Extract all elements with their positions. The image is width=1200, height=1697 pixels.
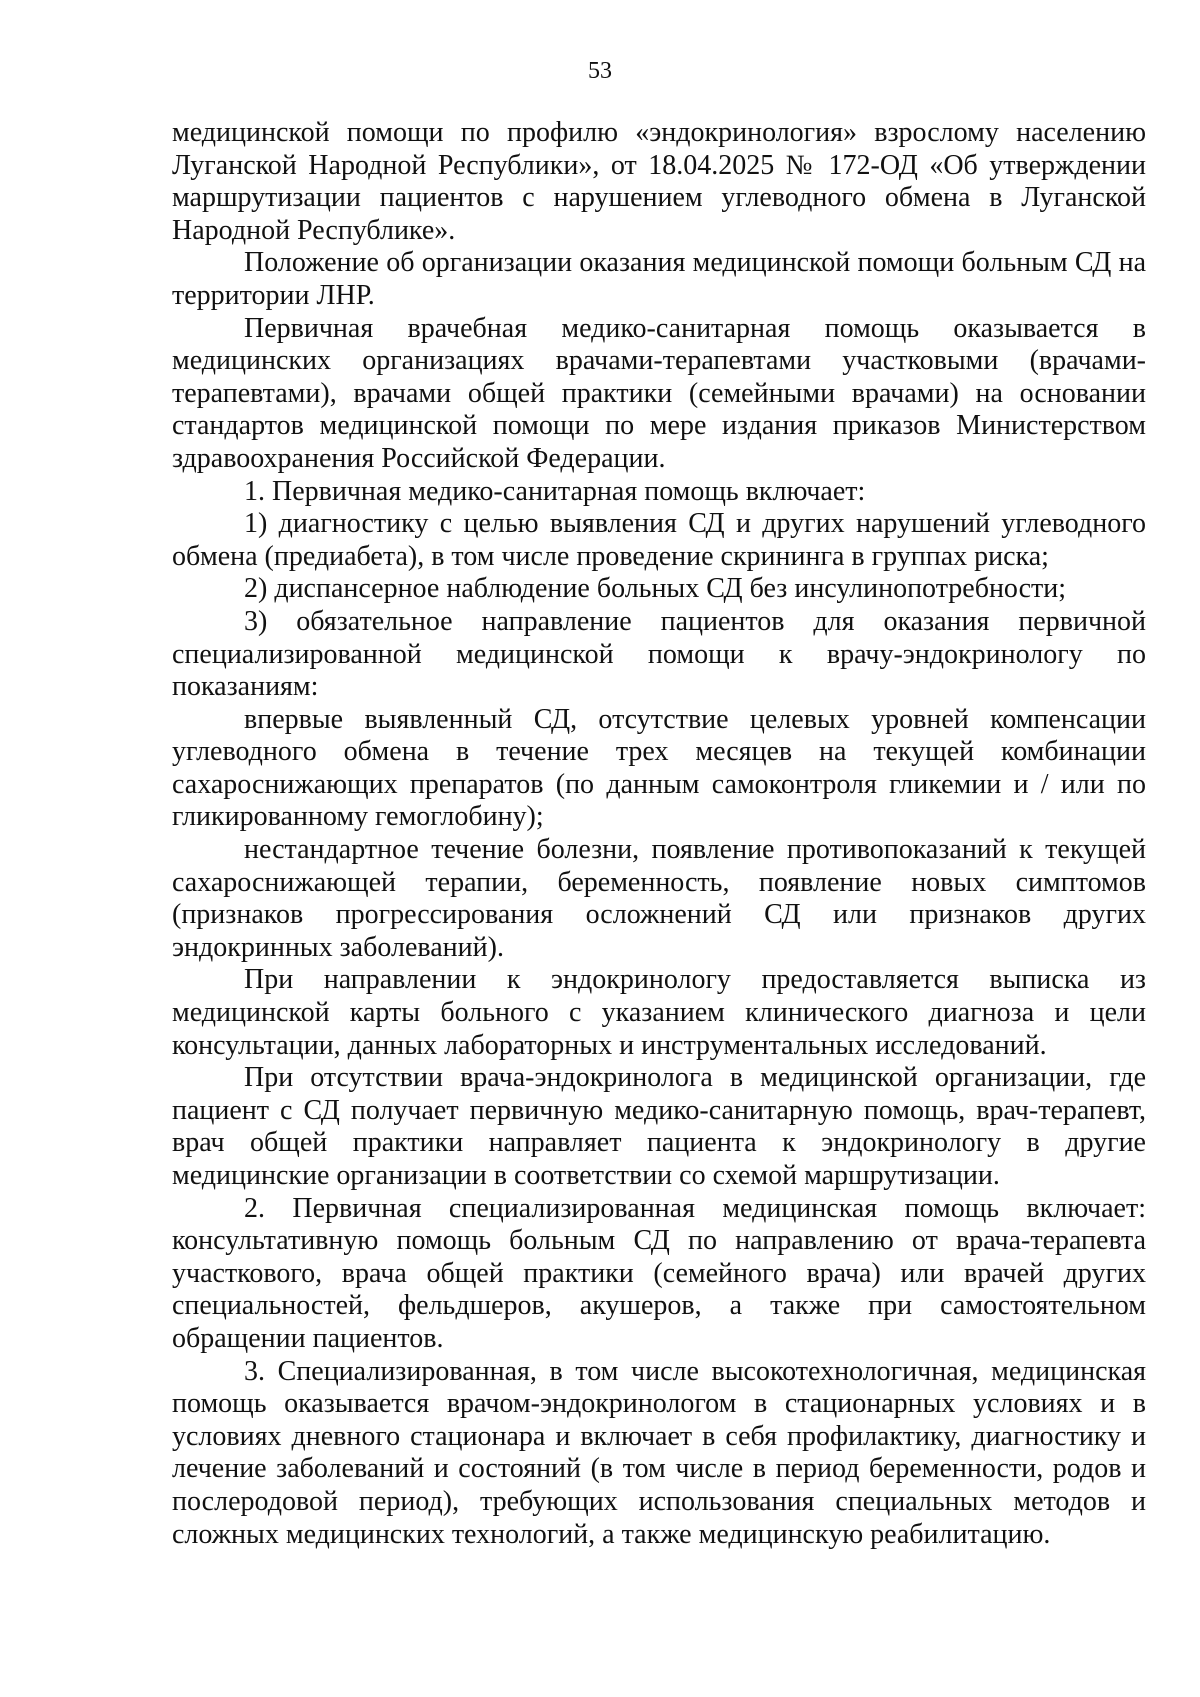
document-body: [172, 117, 1146, 1551]
paragraph-7: 3) обязательное направление пациентов для оказания первичной специализированной медицинской помощи к врачу-эндокринологу по показаниям:: [172, 605, 1146, 703]
paragraph-2: Положение об организации оказания медицинской помощи больным СД на территории ЛНР.: [172, 247, 1146, 311]
paragraph-6: 2) диспансерное наблюдение больных СД без инсулинопотребности;: [244, 573, 1067, 605]
paragraph-5: 1) диагностику с целью выявления СД и других нарушений углеводного обмена (предиабета), в том числе проведение скрининга в группах риска;: [172, 508, 1146, 572]
page-number: 53: [588, 58, 612, 84]
paragraph-13: 3. Специализированная, в том числе высокотехнологичная, медицинская помощь оказывается врачом-эндокринологом в стационарных условиях и в условиях дневного стационара и включает в себя профилактику, диагностику и лечение заболеваний и состояний (в том числе в период беременности, родов и послеродовой период), требующих использования специальных методов и сложных медицинских технологий, а также медицинскую реабилитацию.: [172, 1355, 1146, 1550]
paragraph-10: При направлении к эндокринологу предоставляется выписка из медицинской карты больного с указанием клинического диагноза и цели консультации, данных лабораторных и инструментальных исследований.: [172, 964, 1146, 1061]
paragraph-3: Первичная врачебная медико-санитарная помощь оказывается в медицинских организациях врачами-терапевтами участковыми (врачами-терапевтами), врачами общей практики (семейными врачами) на основании стандартов медицинской помощи по мере издания приказов Министерством здравоохранения Российской Федерации.: [172, 312, 1146, 474]
paragraph-4: 1. Первичная медико-санитарная помощь включает:: [244, 475, 866, 507]
paragraph-12: 2. Первичная специализированная медицинская помощь включает: консультативную помощь больным СД по направлению от врача-терапевта участкового, врача общей практики (семейного врача) или врачей других специальностей, фельдшеров, акушеров, а также при самостоятельном обращении пациентов.: [172, 1192, 1146, 1354]
paragraph-9: нестандартное течение болезни, появление противопоказаний к текущей сахароснижающей терапии, беременность, появление новых симптомов (признаков прогрессирования осложнений СД или признаков других эндокринных заболеваний).: [172, 834, 1146, 963]
paragraph-8: впервые выявленный СД, отсутствие целевых уровней компенсации углеводного обмена в течение трех месяцев на текущей комбинации сахароснижающих препаратов (по данным самоконтроля гликемии и / или по гликированному гемоглобину);: [172, 703, 1146, 833]
paragraph-1: медицинской помощи по профилю «эндокринология» взрослому населению Луганской Народной Республики», от 18.04.2025 № 172-ОД «Об утверждении маршрутизации пациентов с нарушением углеводного обмена в Луганской Народной Республике».: [172, 117, 1146, 246]
paragraph-11: При отсутствии врача-эндокринолога в медицинской организации, где пациент с СД получает первичную медико-санитарную помощь, врач-терапевт, врач общей практики направляет пациента к эндокринологу в другие медицинские организации в соответствии со схемой маршрутизации.: [172, 1062, 1146, 1191]
